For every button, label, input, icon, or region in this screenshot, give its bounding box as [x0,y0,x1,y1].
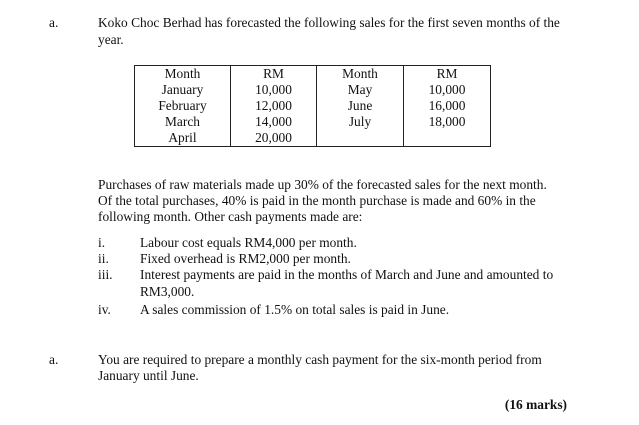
list-item-text-continuation: RM3,000. [140,284,195,299]
table-row [135,130,491,147]
list-item-text: Fixed overhead is RM2,000 per month. [140,251,351,266]
month-cell: May [317,82,404,98]
list-item-text: A sales commission of 1.5% on total sales is paid in June. [140,302,450,317]
purchases-line2: Of the total purchases, 40% is paid in the month purchase is made and 60% in the [98,193,536,208]
question-intro-line1: Koko Choc Berhad has forecasted the following sales for the first seven months of the [98,15,560,30]
amount-cell: 10,000 [404,82,491,98]
header-rm-1: RM [231,66,317,83]
table-row [135,114,491,130]
sales-forecast-table [134,65,491,147]
month-cell: June [317,98,404,114]
table-row [135,82,491,98]
table-row [135,98,491,114]
question-label: a. [49,15,59,30]
list-item-numeral: iii. [98,267,113,282]
table-header-row [135,66,491,83]
amount-cell [404,130,491,147]
question-intro-line2: year. [98,32,124,47]
header-rm-2: RM [404,66,491,83]
list-item-text: Interest payments are paid in the months of March and June and amounted to [140,267,554,282]
purchases-line1: Purchases of raw materials made up 30% of the forecasted sales for the next month. [98,177,547,192]
list-item-numeral: iv. [98,302,111,317]
amount-cell: 18,000 [404,114,491,130]
month-cell [317,130,404,147]
month-cell: February [135,98,231,114]
task-line1: You are required to prepare a monthly cash payment for the six-month period from [98,352,542,367]
month-cell: July [317,114,404,130]
month-cell: March [135,114,231,130]
header-month-1: Month [135,66,231,83]
list-item-text: Labour cost equals RM4,000 per month. [140,235,357,250]
marks-label: (16 marks) [504,397,567,412]
task-label: a. [49,352,59,367]
header-month-2: Month [317,66,404,83]
amount-cell: 12,000 [231,98,317,114]
amount-cell: 14,000 [231,114,317,130]
list-item-numeral: i. [98,235,106,250]
amount-cell: 20,000 [231,130,317,147]
amount-cell: 10,000 [231,82,317,98]
purchases-line3: following month. Other cash payments made are: [98,209,363,224]
month-cell: January [135,82,231,98]
list-item-numeral: ii. [98,251,109,266]
month-cell: April [135,130,231,147]
amount-cell: 16,000 [404,98,491,114]
task-line2: January until June. [98,368,199,383]
